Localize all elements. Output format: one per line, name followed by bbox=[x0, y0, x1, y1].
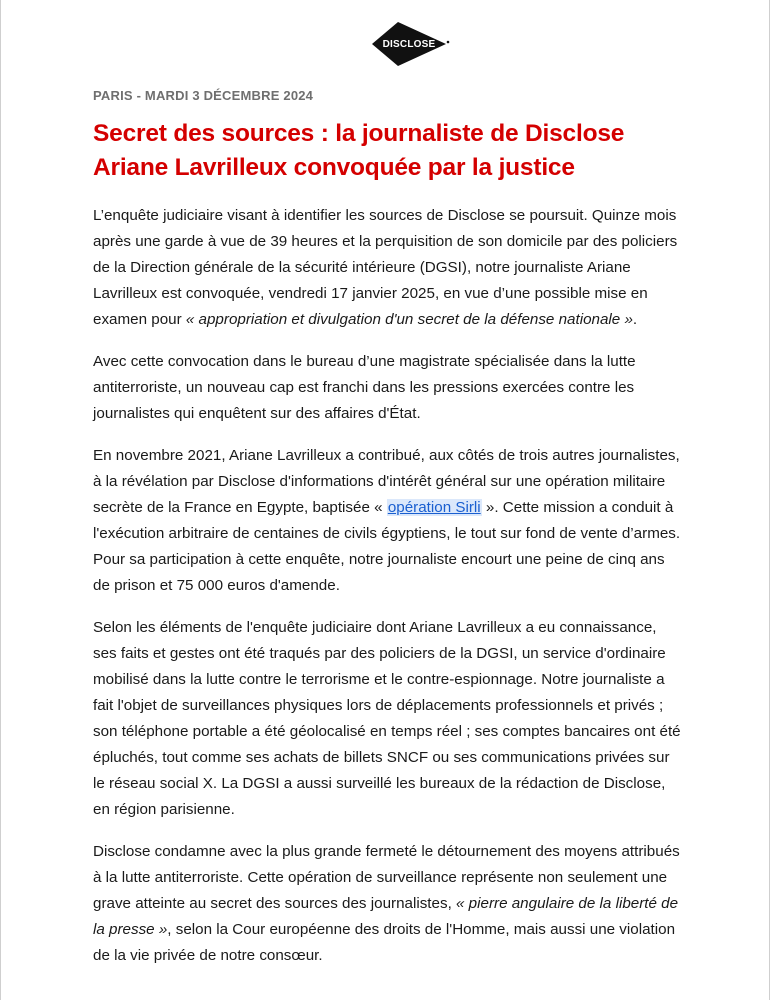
article bbox=[93, 88, 683, 985]
disclose-logo[interactable] bbox=[372, 22, 450, 66]
paragraph-4: Selon les éléments de l'enquête judiciaire dont Ariane Lavrilleux a eu connaissance, ses faits et gestes ont été traqués par des policiers de la DGSI, un service d'ordinaire mobilisé dans la lutte contre le terrorisme et le contre-espionnage. Notre journaliste a fait l'objet de surveillances physiques lors de déplacements professionnels et privés ; son téléphone portable a été géolocalisé en temps réel ; ses comptes bancaires ont été épluchés, tout comme ses achats de billets SNCF ou ses communications privées sur le réseau social X. La DGSI a aussi surveillé les bureaux de la rédaction de Disclose, en région parisienne. bbox=[93, 619, 681, 818]
paragraph-3-end: ». Cette mission a conduit à l'exécution arbitraire de centaines de civils égyptiens, le tout sur fond de vente d’armes. Pour sa participation à cette enquête, notre journaliste encourt une peine de cinq ans de prison et 75 000 euros d'amende. bbox=[93, 499, 681, 594]
paragraph-3 bbox=[93, 443, 683, 599]
logo-wordmark: DISCLOSE bbox=[382, 38, 436, 50]
paragraph-5-text: Disclose condamne avec la plus grande fermeté le détournement des moyens attribués à la lutte antiterroriste. Cette opération de surveillance représente non seulement une grave atteinte au secret des sources des journalistes, bbox=[93, 843, 680, 912]
paragraph-2: Avec cette convocation dans le bureau d’une magistrate spécialisée dans la lutte antiterroriste, un nouveau cap est franchi dans les pressions exercées contre les journalistes qui enquêtent sur des affaires d'État. bbox=[93, 353, 636, 422]
paragraph-1-end: . bbox=[632, 311, 638, 328]
paragraph-5 bbox=[93, 839, 683, 969]
paragraph-1-quote: « appropriation et divulgation d'un secret de la défense nationale » bbox=[185, 311, 633, 328]
paragraph-1 bbox=[93, 203, 683, 333]
paragraph-5-end: , selon la Cour européenne des droits de l'Homme, mais aussi une violation de la vie privée de notre consœur. bbox=[93, 921, 676, 964]
paragraph-1-text: L’enquête judiciaire visant à identifier les sources de Disclose se poursuit. Quinze mois après une garde à vue de 39 heures et la perquisition de son domicile par des policiers de la Direction générale de la sécurité intérieure (DGSI), notre journaliste Ariane Lavrilleux est convoquée, vendredi 17 janvier 2025, en vue d’une possible mise en examen pour bbox=[93, 207, 678, 328]
paragraph-5-quote: « pierre angulaire de la liberté de la presse » bbox=[93, 895, 679, 938]
article-title: Secret des sources : la journaliste de Disclose Ariane Lavrilleux convoquée par la justice bbox=[93, 120, 625, 181]
paragraph-3-text: En novembre 2021, Ariane Lavrilleux a contribué, aux côtés de trois autres journalistes, à la révélation par Disclose d'informations d'intérêt général sur une opération militaire secrète de la France en Egypte, baptisée « bbox=[93, 447, 680, 516]
operation-sirli-link[interactable]: opération Sirli bbox=[387, 499, 481, 516]
dateline: PARIS - MARDI 3 DÉCEMBRE 2024 bbox=[93, 88, 314, 103]
